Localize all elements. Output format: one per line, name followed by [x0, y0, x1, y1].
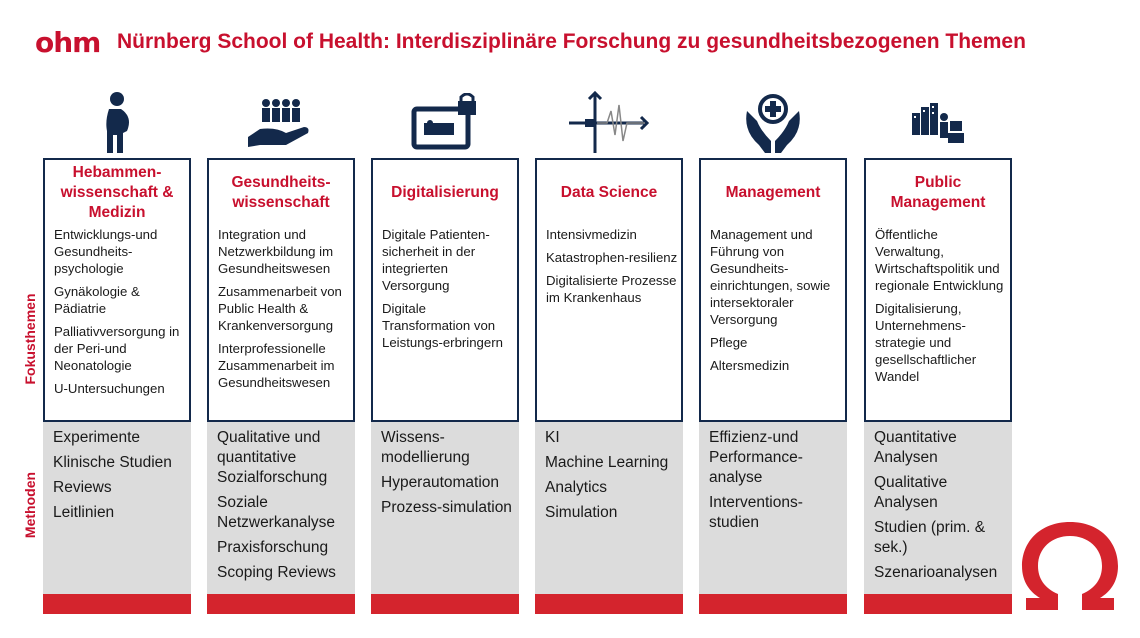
methods-box	[864, 422, 1012, 594]
focus-topic-item: Palliativversorgung in der Peri-und Neonatologie	[54, 324, 180, 373]
page-title: Nürnberg School of Health: Interdisziplinäre Forschung zu gesundheitsbezogenen Themen	[117, 30, 1026, 53]
method-item: Soziale Netzwerkanalyse	[217, 494, 336, 531]
focus-topic-item: Digitale Patienten-sicherheit in der integrierten Versorgung	[382, 227, 490, 293]
method-item: Machine Learning	[545, 454, 669, 471]
topic-card	[699, 158, 847, 422]
focus-topic-item: Intensivmedizin	[546, 227, 637, 242]
focus-topics-list	[373, 226, 517, 351]
methods-box	[535, 422, 683, 594]
topic-card	[535, 158, 683, 422]
column-footer-bar	[43, 594, 191, 614]
method-item: Simulation	[545, 504, 618, 521]
focus-topic-item: Pflege	[710, 335, 748, 350]
data-signal-icon	[535, 88, 683, 158]
focus-topics-list	[209, 226, 353, 391]
column-footer-bar	[864, 594, 1012, 614]
topic-card	[864, 158, 1012, 422]
focus-topics-list	[45, 226, 189, 397]
column-footer-bar	[371, 594, 519, 614]
methods-label: Methoden	[22, 471, 38, 539]
focus-topic-item: Interprofessionelle Zusammenarbeit im Gesundheitswesen	[218, 341, 335, 390]
city-people-icon	[864, 88, 1012, 158]
focus-topic-item: Entwicklungs-und Gesundheits-psychologie	[54, 227, 158, 276]
method-item: Reviews	[53, 479, 112, 496]
focus-topic-item: Digitale Transformation von Leistungs-erbringern	[382, 301, 503, 350]
column-footer-bar	[535, 594, 683, 614]
hands-medical-cross-icon	[699, 88, 847, 158]
column-footer-bar	[207, 594, 355, 614]
method-item: Quantitative Analysen	[874, 429, 957, 466]
topic-card	[43, 158, 191, 422]
focus-topics-list	[537, 226, 681, 306]
topic-card	[207, 158, 355, 422]
focus-topic-item: Altersmedizin	[710, 358, 790, 373]
focus-topic-item: Management und Führung von Gesundheits-einrichtungen, sowie intersektoraler Versorgung	[710, 227, 831, 327]
method-item: Analytics	[545, 479, 608, 496]
method-item: Leitlinien	[53, 504, 115, 521]
focus-topics-list	[866, 226, 1010, 385]
methods-box	[699, 422, 847, 594]
method-item: Hyperautomation	[381, 474, 500, 491]
focus-topic-item: Digitalisierte Prozesse im Krankenhaus	[546, 273, 677, 305]
method-item: Interventions-studien	[709, 494, 803, 531]
tablet-lock-icon	[371, 88, 519, 158]
focus-topics-label: Fokusthemen	[22, 293, 38, 385]
method-item: Klinische Studien	[53, 454, 172, 471]
topic-title: Digitalisierung	[391, 184, 499, 201]
methods-box	[43, 422, 191, 594]
omega-logo	[1018, 518, 1122, 612]
topic-card	[371, 158, 519, 422]
column-footer-bar	[699, 594, 847, 614]
method-item: Experimente	[53, 429, 141, 446]
method-item: Szenarioanalysen	[874, 564, 998, 581]
topic-title: Hebammen-wissenschaft & Medizin	[60, 164, 174, 221]
methods-box	[371, 422, 519, 594]
topic-title: Public Management	[890, 174, 986, 211]
ohm-logo: ohm	[35, 26, 101, 59]
topic-title: Gesundheits-wissenschaft	[231, 174, 331, 211]
methods-box	[207, 422, 355, 594]
method-item: KI	[545, 429, 560, 446]
topic-title: Management	[725, 184, 821, 201]
topic-title: Data Science	[560, 184, 658, 201]
method-item: Scoping Reviews	[217, 564, 336, 581]
method-item: Studien (prim. & sek.)	[874, 519, 986, 556]
people-in-hand-icon	[207, 88, 355, 158]
method-item: Qualitative und quantitative Sozialforschung	[217, 429, 328, 486]
focus-topic-item: Zusammenarbeit von Public Health & Krankenversorgung	[218, 284, 342, 333]
method-item: Wissens-modellierung	[381, 429, 470, 466]
pregnant-woman-icon	[43, 88, 191, 158]
focus-topic-item: Gynäkologie & Pädiatrie	[54, 284, 140, 316]
method-item: Qualitative Analysen	[874, 474, 948, 511]
focus-topic-item: Digitalisierung, Unternehmens-strategie und gesellschaftlicher Wandel	[875, 301, 977, 384]
focus-topics-list	[701, 226, 845, 374]
focus-topic-item: Katastrophen-resilienz	[546, 250, 678, 265]
method-item: Prozess-simulation	[381, 499, 512, 516]
focus-topic-item: U-Untersuchungen	[54, 381, 165, 396]
method-item: Effizienz-und Performance-analyse	[709, 429, 803, 486]
focus-topic-item: Öffentliche Verwaltung, Wirtschaftspolitik und regionale Entwicklung	[875, 227, 1004, 293]
method-item: Praxisforschung	[217, 539, 329, 556]
focus-topic-item: Integration und Netzwerkbildung im Gesundheitswesen	[218, 227, 334, 276]
